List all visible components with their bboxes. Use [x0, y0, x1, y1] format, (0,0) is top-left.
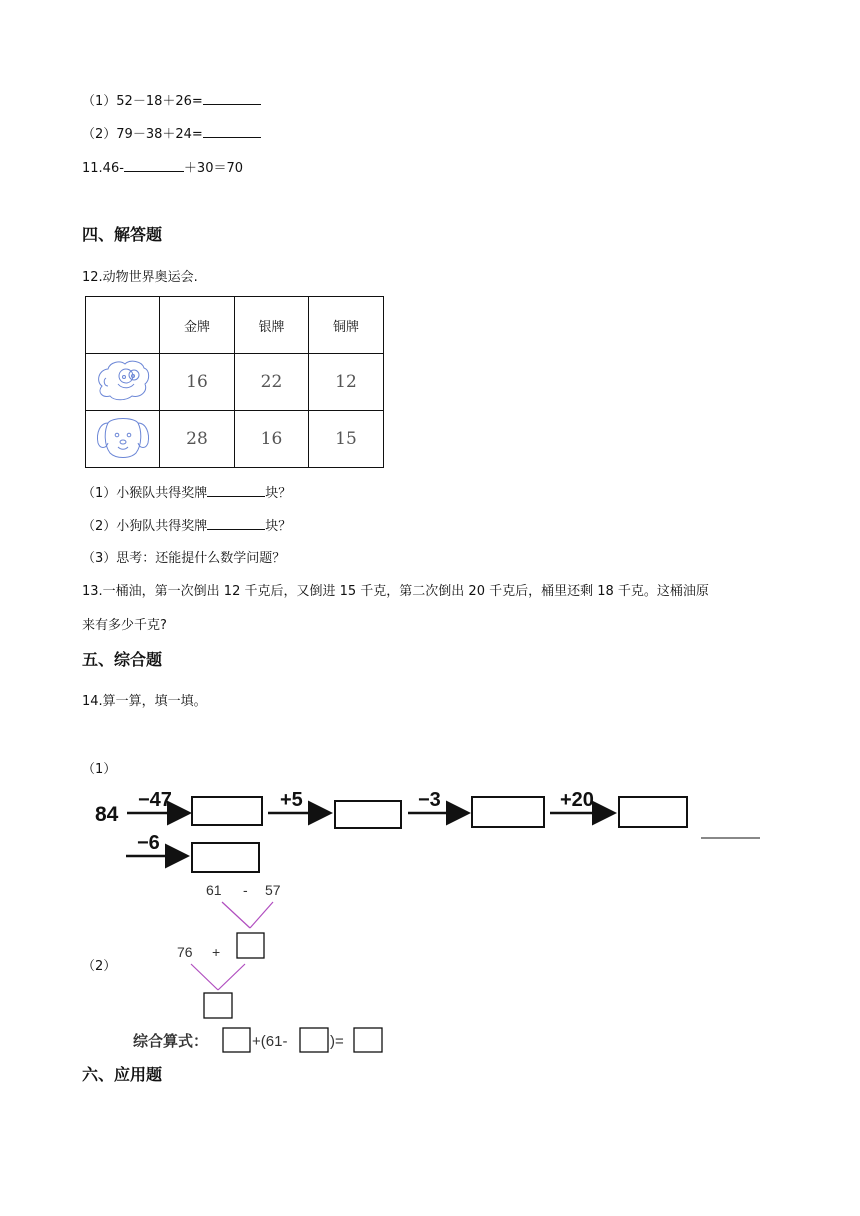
- chain-start: 84: [95, 803, 119, 826]
- answer-box[interactable]: [354, 1028, 382, 1052]
- tree-mid-left: 76: [177, 944, 193, 960]
- question-11: 11.46- ＋30＝70: [82, 157, 243, 179]
- connector-line: [250, 902, 273, 928]
- formula-label: 综合算式：: [133, 1032, 209, 1050]
- table-header-cell: 铜牌: [309, 297, 384, 354]
- table-cell: 28: [160, 411, 235, 468]
- question-13-line1: 13.一桶油，第一次倒出 12 千克后，又倒进 15 千克，第二次倒出 20 千克后，桶里还剩 18 千克。这桶油原: [82, 584, 709, 599]
- section-title: 四、解答题: [82, 225, 163, 244]
- answer-box[interactable]: [192, 843, 259, 872]
- table-cell: 12: [309, 354, 384, 411]
- question-10-2: （2）79－38＋24=: [82, 123, 261, 145]
- question-12: 12.动物世界奥运会.: [82, 270, 198, 285]
- section-title: 五、综合题: [82, 650, 163, 669]
- answer-box[interactable]: [237, 933, 264, 958]
- answer-box[interactable]: [223, 1028, 250, 1052]
- question-12-1: （1）小猴队共得奖牌 块？: [82, 482, 291, 504]
- question-12-2: （2）小狗队共得奖牌 块？: [82, 515, 291, 537]
- connector-line: [218, 964, 245, 990]
- question-12-3: （3）思考：还能提什么数学问题？: [82, 551, 286, 566]
- answer-box[interactable]: [192, 797, 262, 825]
- tree-mid-op: +: [212, 944, 221, 960]
- chain-op: −3: [418, 789, 441, 811]
- chain-op: +5: [280, 789, 303, 811]
- formula-part: )=: [330, 1033, 344, 1050]
- answer-box[interactable]: [335, 801, 401, 828]
- table-cell: 16: [235, 411, 309, 468]
- chain-op: −47: [138, 789, 172, 811]
- table-header-cell: 金牌: [160, 297, 235, 354]
- connector-line: [222, 902, 250, 928]
- answer-box[interactable]: [619, 797, 687, 827]
- table-header-cell: 银牌: [235, 297, 309, 354]
- table-cell: 15: [309, 411, 384, 468]
- chain-op: −6: [137, 832, 160, 854]
- tree-top-left: 61: [206, 882, 222, 898]
- tree-top-op: -: [243, 882, 248, 898]
- answer-box[interactable]: [204, 993, 232, 1018]
- table-cell: 16: [160, 354, 235, 411]
- section-title: 六、应用题: [82, 1065, 163, 1084]
- question-14: 14.算一算，填一填。: [82, 694, 207, 709]
- part-label: （2）: [82, 959, 117, 974]
- table-cell: 22: [235, 354, 309, 411]
- part-label: （1）: [82, 762, 117, 777]
- chain-op: +20: [560, 789, 594, 811]
- question-10-1: （1）52－18＋26=: [82, 90, 261, 112]
- formula-part: +(61-: [252, 1033, 288, 1050]
- connector-line: [191, 964, 218, 990]
- answer-box[interactable]: [300, 1028, 328, 1052]
- answer-box[interactable]: [472, 797, 544, 827]
- question-13-line2: 来有多少千克?: [82, 618, 167, 633]
- tree-top-right: 57: [265, 882, 281, 898]
